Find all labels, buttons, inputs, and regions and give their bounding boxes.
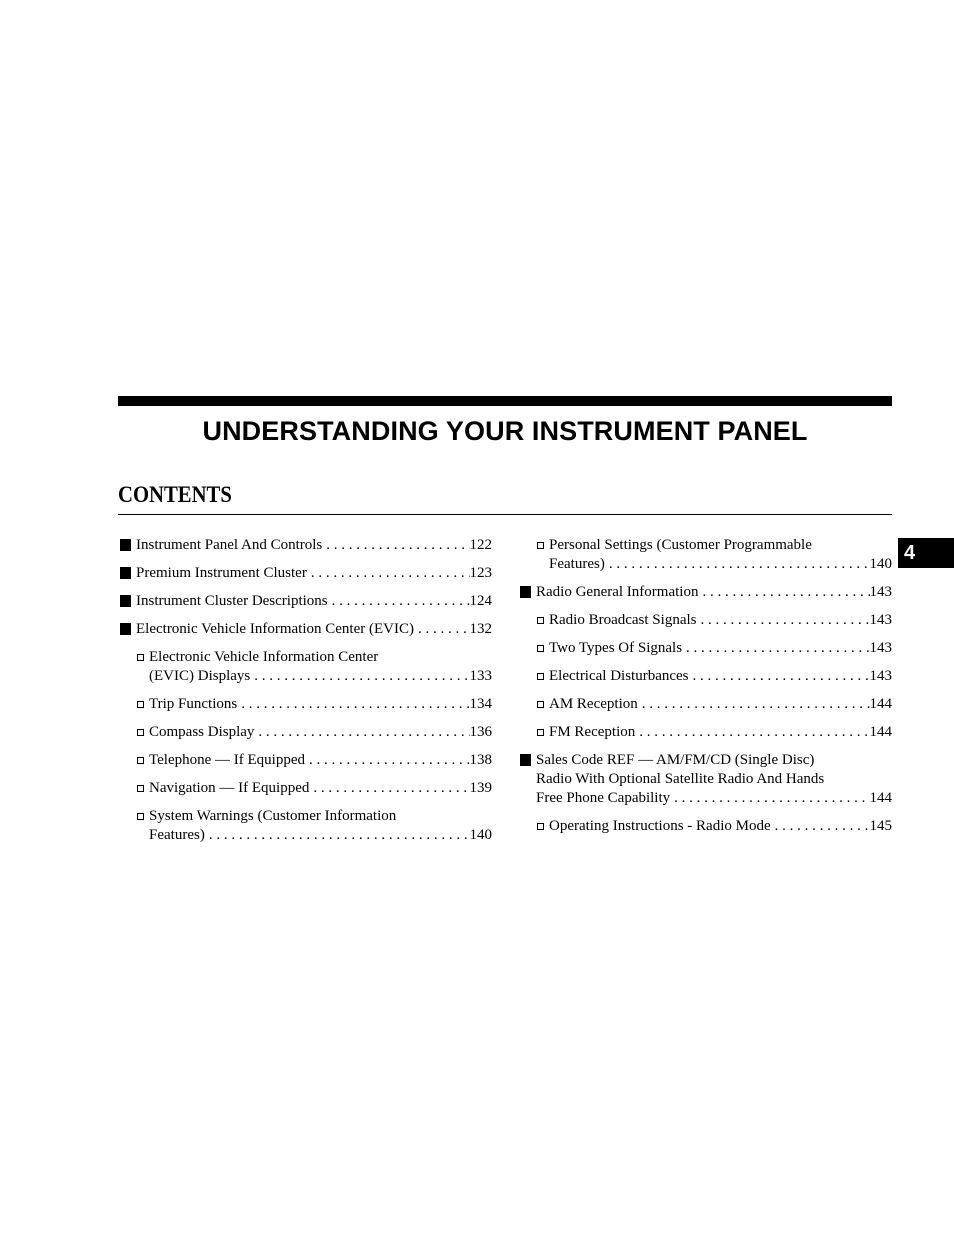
hollow-square-bullet-icon	[537, 542, 544, 549]
hollow-square-bullet-icon	[537, 701, 544, 708]
toc-page-number: 144	[869, 790, 892, 806]
dot-leader	[322, 536, 469, 555]
toc-page-number: 143	[869, 584, 892, 600]
hollow-square-bullet-icon	[537, 673, 544, 680]
dot-leader	[635, 723, 869, 742]
toc-entry-title-line: Instrument Cluster Descriptions	[136, 593, 328, 609]
contents-column-left	[118, 536, 492, 854]
dot-leader	[305, 751, 470, 770]
hollow-square-bullet-icon	[137, 813, 144, 820]
toc-page-number: 143	[869, 612, 892, 628]
dot-leader	[309, 779, 469, 798]
toc-entry[interactable]	[118, 695, 492, 714]
filled-square-bullet-icon	[520, 754, 531, 766]
filled-square-bullet-icon	[120, 567, 131, 579]
toc-entry[interactable]	[118, 564, 492, 583]
toc-page-number: 133	[469, 668, 492, 684]
dot-leader	[205, 826, 470, 845]
toc-page-number: 136	[469, 724, 492, 740]
dot-leader	[689, 667, 870, 686]
toc-entry-title-line: AM Reception	[549, 696, 638, 712]
filled-square-bullet-icon	[120, 595, 131, 607]
toc-entry-title-line: Premium Instrument Cluster	[136, 565, 307, 581]
toc-entry-title-line: Electronic Vehicle Information Center (EVIC)	[136, 621, 414, 637]
top-rule	[118, 396, 892, 406]
toc-page-number: 143	[869, 640, 892, 656]
dot-leader	[696, 611, 869, 630]
toc-page-number: 140	[469, 827, 492, 843]
hollow-square-bullet-icon	[137, 654, 144, 661]
contents-rule	[118, 514, 892, 515]
toc-entry-title-line: Features)	[149, 827, 205, 843]
dot-leader	[307, 564, 470, 583]
toc-entry[interactable]	[518, 611, 892, 630]
dot-leader	[638, 695, 870, 714]
toc-entry[interactable]	[518, 536, 892, 574]
toc-entry-title-line: Radio With Optional Satellite Radio And Hands	[536, 771, 825, 787]
toc-page-number: 122	[469, 537, 492, 553]
contents-column-right	[518, 536, 892, 845]
toc-entry[interactable]	[518, 639, 892, 658]
toc-page-number: 134	[469, 696, 492, 712]
dot-leader	[237, 695, 469, 714]
hollow-square-bullet-icon	[137, 785, 144, 792]
toc-entry[interactable]	[118, 723, 492, 742]
toc-entry[interactable]	[518, 751, 892, 808]
toc-page-number: 144	[869, 696, 892, 712]
hollow-square-bullet-icon	[137, 757, 144, 764]
hollow-square-bullet-icon	[537, 729, 544, 736]
toc-entry-title-line: Electronic Vehicle Information Center	[149, 649, 379, 665]
toc-entry-title-line: Instrument Panel And Controls	[136, 537, 323, 553]
toc-entry[interactable]	[118, 592, 492, 611]
toc-entry[interactable]	[518, 817, 892, 836]
toc-entry[interactable]	[118, 779, 492, 798]
dot-leader	[254, 723, 469, 742]
dot-leader	[328, 592, 470, 611]
toc-entry-title-line: Operating Instructions - Radio Mode	[549, 818, 771, 834]
toc-page-number: 139	[469, 780, 492, 796]
toc-page-number: 144	[869, 724, 892, 740]
toc-entry[interactable]	[118, 620, 492, 639]
chapter-tab: 4	[898, 538, 954, 568]
toc-entry-title-line: Radio General Information	[536, 584, 699, 600]
hollow-square-bullet-icon	[537, 823, 544, 830]
toc-entry[interactable]	[518, 667, 892, 686]
toc-entry-title-line: System Warnings (Customer Information	[149, 808, 397, 824]
hollow-square-bullet-icon	[137, 729, 144, 736]
toc-entry-title-line: Navigation — If Equipped	[149, 780, 310, 796]
toc-page-number: 132	[469, 621, 492, 637]
toc-entry-title-line: Electrical Disturbances	[549, 668, 689, 684]
toc-entry-title-line: Two Types Of Signals	[549, 640, 683, 656]
toc-entry-title-line: Radio Broadcast Signals	[549, 612, 697, 628]
chapter-title: UNDERSTANDING YOUR INSTRUMENT PANEL	[202, 416, 808, 446]
toc-entry[interactable]	[118, 536, 492, 555]
toc-page-number: 123	[469, 565, 492, 581]
hollow-square-bullet-icon	[537, 617, 544, 624]
toc-entry-title-line: (EVIC) Displays	[149, 668, 251, 684]
toc-entry[interactable]	[518, 723, 892, 742]
toc-entry-title-line: Free Phone Capability	[536, 790, 671, 806]
filled-square-bullet-icon	[120, 623, 131, 635]
contents-heading: CONTENTS	[118, 482, 232, 507]
hollow-square-bullet-icon	[537, 645, 544, 652]
toc-entry[interactable]	[118, 751, 492, 770]
filled-square-bullet-icon	[120, 539, 131, 551]
dot-leader	[682, 639, 869, 658]
toc-entry-title-line: Trip Functions	[149, 696, 238, 712]
filled-square-bullet-icon	[520, 586, 531, 598]
toc-page-number: 145	[869, 818, 892, 834]
dot-leader	[414, 620, 470, 639]
dot-leader	[771, 817, 870, 836]
dot-leader	[698, 583, 869, 602]
toc-entry-title-line: Compass Display	[149, 724, 255, 740]
toc-page-number: 143	[869, 668, 892, 684]
toc-entry[interactable]	[118, 648, 492, 686]
dot-leader	[670, 789, 869, 808]
toc-page-number: 138	[469, 752, 492, 768]
dot-leader	[605, 555, 870, 574]
toc-entry[interactable]	[518, 583, 892, 602]
toc-entry[interactable]	[118, 807, 492, 845]
dot-leader	[250, 667, 469, 686]
toc-entry-title-line: Personal Settings (Customer Programmable	[549, 537, 812, 553]
toc-entry-title-line: FM Reception	[549, 724, 636, 740]
toc-entry[interactable]	[518, 695, 892, 714]
toc-page-number: 124	[469, 593, 492, 609]
hollow-square-bullet-icon	[137, 701, 144, 708]
toc-entry-title-line: Sales Code REF — AM/FM/CD (Single Disc)	[536, 752, 815, 768]
toc-entry-title-line: Telephone — If Equipped	[149, 752, 305, 768]
toc-page-number: 140	[869, 556, 892, 572]
toc-entry-title-line: Features)	[549, 556, 605, 572]
